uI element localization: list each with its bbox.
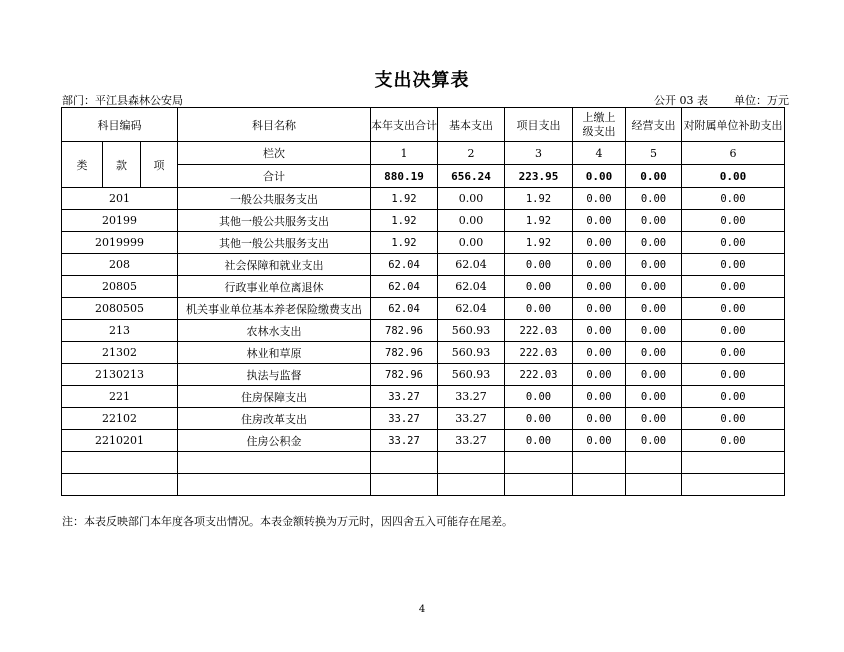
row-value: 0.00	[682, 408, 785, 430]
row-code: 208	[62, 254, 178, 276]
empty-cell	[573, 452, 626, 474]
header-xiang: 项	[141, 142, 178, 188]
department-label: 部门：平江县森林公安局	[62, 94, 183, 107]
row-value: 0.00	[573, 210, 626, 232]
row-value: 0.00	[573, 276, 626, 298]
header-kuan: 款	[103, 142, 141, 188]
row-name: 机关事业单位基本养老保险缴费支出	[178, 298, 371, 320]
empty-cell	[682, 474, 785, 496]
empty-cell	[505, 474, 573, 496]
row-value: 0.00	[626, 210, 682, 232]
row-value: 62.04	[371, 298, 438, 320]
table-row	[62, 386, 785, 408]
row-value: 560.93	[438, 342, 505, 364]
row-value: 222.03	[505, 364, 573, 386]
col-no-6: 6	[682, 142, 785, 165]
header-lei: 类	[62, 142, 103, 188]
row-value: 0.00	[626, 386, 682, 408]
empty-cell	[626, 474, 682, 496]
row-code: 21302	[62, 342, 178, 364]
row-name: 农林水支出	[178, 320, 371, 342]
row-value: 1.92	[371, 188, 438, 210]
row-value: 33.27	[371, 430, 438, 452]
form-number: 公开 03 表	[654, 94, 708, 107]
table-row	[62, 430, 785, 452]
table-row	[62, 298, 785, 320]
col-no-2: 2	[438, 142, 505, 165]
table-row	[62, 254, 785, 276]
row-value: 0.00	[626, 232, 682, 254]
row-value: 0.00	[626, 364, 682, 386]
row-value: 0.00	[626, 342, 682, 364]
row-value: 0.00	[626, 188, 682, 210]
row-value: 0.00	[505, 254, 573, 276]
unit-label: 单位：万元	[734, 94, 789, 107]
row-code: 20199	[62, 210, 178, 232]
total-value: 0.00	[626, 165, 682, 188]
page-number: 4	[418, 604, 426, 615]
row-code: 2130213	[62, 364, 178, 386]
row-value: 1.92	[371, 232, 438, 254]
row-value: 0.00	[573, 320, 626, 342]
row-value: 560.93	[438, 364, 505, 386]
row-name: 社会保障和就业支出	[178, 254, 371, 276]
row-value: 0.00	[438, 188, 505, 210]
total-value: 0.00	[573, 165, 626, 188]
row-name: 一般公共服务支出	[178, 188, 371, 210]
row-value: 1.92	[371, 210, 438, 232]
row-value: 62.04	[438, 254, 505, 276]
row-value: 0.00	[573, 408, 626, 430]
row-value: 0.00	[505, 298, 573, 320]
table-row	[62, 210, 785, 232]
page-title: 支出决算表	[374, 70, 470, 91]
col-no-5: 5	[626, 142, 682, 165]
row-value: 0.00	[573, 298, 626, 320]
table-row	[62, 232, 785, 254]
row-value: 0.00	[682, 232, 785, 254]
total-value: 656.24	[438, 165, 505, 188]
row-value: 62.04	[438, 276, 505, 298]
row-value: 0.00	[682, 298, 785, 320]
header-subsidy: 对附属单位补助支出	[682, 108, 785, 142]
header-basic: 基本支出	[438, 108, 505, 142]
row-code: 2210201	[62, 430, 178, 452]
empty-row	[62, 474, 785, 496]
total-value: 0.00	[682, 165, 785, 188]
row-value: 0.00	[682, 386, 785, 408]
expenditure-table	[61, 107, 785, 496]
table-row	[62, 364, 785, 386]
row-name: 住房公积金	[178, 430, 371, 452]
empty-cell	[682, 452, 785, 474]
form-meta	[654, 92, 789, 108]
row-value: 0.00	[505, 408, 573, 430]
row-value: 0.00	[682, 430, 785, 452]
row-value: 0.00	[573, 430, 626, 452]
header-operating: 经营支出	[626, 108, 682, 142]
row-name: 行政事业单位离退休	[178, 276, 371, 298]
row-value: 33.27	[371, 408, 438, 430]
row-value: 0.00	[626, 276, 682, 298]
table-row	[62, 188, 785, 210]
row-value: 0.00	[626, 430, 682, 452]
empty-row	[62, 452, 785, 474]
row-code: 221	[62, 386, 178, 408]
row-value: 0.00	[438, 232, 505, 254]
table-row	[62, 342, 785, 364]
table-row	[62, 276, 785, 298]
empty-cell	[626, 452, 682, 474]
table-row	[62, 320, 785, 342]
row-value: 0.00	[682, 188, 785, 210]
row-name: 林业和草原	[178, 342, 371, 364]
row-value: 0.00	[573, 188, 626, 210]
row-name: 住房改革支出	[178, 408, 371, 430]
row-code: 22102	[62, 408, 178, 430]
row-value: 0.00	[438, 210, 505, 232]
empty-cell	[438, 452, 505, 474]
row-code: 2019999	[62, 232, 178, 254]
header-name: 科目名称	[178, 108, 371, 142]
col-no-4: 4	[573, 142, 626, 165]
header-project: 项目支出	[505, 108, 573, 142]
row-value: 33.27	[438, 408, 505, 430]
row-code: 201	[62, 188, 178, 210]
row-value: 0.00	[505, 430, 573, 452]
row-value: 560.93	[438, 320, 505, 342]
header-lanci: 栏次	[178, 142, 371, 165]
empty-cell	[62, 474, 178, 496]
row-name: 执法与监督	[178, 364, 371, 386]
row-value: 0.00	[505, 386, 573, 408]
row-value: 62.04	[371, 276, 438, 298]
empty-cell	[505, 452, 573, 474]
row-value: 0.00	[573, 232, 626, 254]
row-value: 782.96	[371, 342, 438, 364]
empty-cell	[371, 474, 438, 496]
row-value: 62.04	[438, 298, 505, 320]
row-name: 住房保障支出	[178, 386, 371, 408]
row-value: 1.92	[505, 188, 573, 210]
empty-cell	[573, 474, 626, 496]
row-value: 0.00	[682, 320, 785, 342]
table-row	[62, 408, 785, 430]
col-no-3: 3	[505, 142, 573, 165]
header-row	[62, 108, 785, 142]
empty-cell	[178, 452, 371, 474]
row-value: 0.00	[682, 210, 785, 232]
row-code: 213	[62, 320, 178, 342]
header-upper: 上缴上级支出	[573, 108, 626, 142]
row-value: 0.00	[682, 254, 785, 276]
row-value: 33.27	[438, 386, 505, 408]
total-label: 合计	[178, 165, 371, 188]
row-value: 782.96	[371, 320, 438, 342]
row-value: 782.96	[371, 364, 438, 386]
row-value: 0.00	[682, 276, 785, 298]
empty-cell	[62, 452, 178, 474]
row-value: 0.00	[626, 254, 682, 276]
row-value: 0.00	[573, 342, 626, 364]
header-code: 科目编码	[62, 108, 178, 142]
column-number-row	[62, 142, 785, 165]
empty-cell	[438, 474, 505, 496]
row-value: 222.03	[505, 320, 573, 342]
empty-cell	[178, 474, 371, 496]
row-value: 33.27	[438, 430, 505, 452]
row-value: 0.00	[682, 364, 785, 386]
row-code: 20805	[62, 276, 178, 298]
row-value: 62.04	[371, 254, 438, 276]
row-value: 0.00	[573, 386, 626, 408]
row-value: 33.27	[371, 386, 438, 408]
col-no-1: 1	[371, 142, 438, 165]
total-value: 880.19	[371, 165, 438, 188]
header-total: 本年支出合计	[371, 108, 438, 142]
empty-cell	[371, 452, 438, 474]
row-value: 0.00	[573, 254, 626, 276]
row-value: 0.00	[626, 408, 682, 430]
total-value: 223.95	[505, 165, 573, 188]
row-value: 222.03	[505, 342, 573, 364]
row-value: 0.00	[505, 276, 573, 298]
row-name: 其他一般公共服务支出	[178, 210, 371, 232]
row-name: 其他一般公共服务支出	[178, 232, 371, 254]
row-code: 2080505	[62, 298, 178, 320]
row-value: 0.00	[626, 298, 682, 320]
footnote: 注：本表反映部门本年度各项支出情况。本表金额转换为万元时，因四舍五入可能存在尾差。	[62, 515, 513, 528]
row-value: 0.00	[626, 320, 682, 342]
row-value: 0.00	[573, 364, 626, 386]
row-value: 1.92	[505, 210, 573, 232]
row-value: 0.00	[682, 342, 785, 364]
row-value: 1.92	[505, 232, 573, 254]
